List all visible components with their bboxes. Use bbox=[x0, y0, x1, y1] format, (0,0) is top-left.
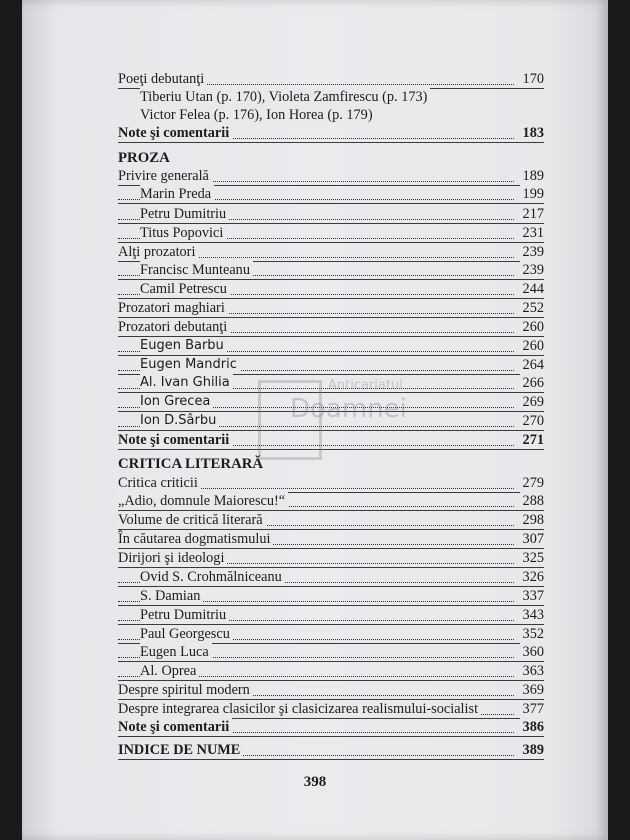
entry-page-number: 264 bbox=[520, 356, 544, 374]
watermark-logo: Anticariatul Doamnei bbox=[258, 380, 438, 460]
entry-title: Poeţi debutanţi bbox=[118, 70, 207, 88]
toc-entry bbox=[118, 167, 544, 186]
entry-title: Petru Dumitriu bbox=[140, 205, 229, 223]
entry-title: Note şi comentarii bbox=[118, 718, 232, 736]
entry-page-number: 326 bbox=[520, 568, 544, 586]
entry-page-number: 369 bbox=[520, 681, 544, 699]
entry-title: Paul Georgescu bbox=[140, 625, 233, 643]
toc-entry bbox=[118, 681, 544, 700]
toc-subentry bbox=[118, 606, 544, 625]
entry-page-number: 183 bbox=[520, 124, 544, 142]
toc-subentry bbox=[118, 662, 544, 681]
entry-title: Eugen Luca bbox=[140, 643, 212, 661]
entry-title: S. Damian bbox=[140, 587, 203, 605]
toc-subentry bbox=[118, 643, 544, 662]
entry-title: Al. Ivan Ghilia bbox=[140, 374, 233, 392]
toc-subentry bbox=[118, 261, 544, 280]
toc-subentry bbox=[118, 568, 544, 587]
page-number: 398 bbox=[303, 774, 327, 790]
entry-page-number: 307 bbox=[520, 530, 544, 548]
toc-subentry bbox=[118, 224, 544, 243]
entry-title: „Adio, domnule Maiorescu!“ bbox=[118, 492, 288, 510]
toc-entry bbox=[118, 474, 544, 493]
entry-page-number: 360 bbox=[520, 643, 544, 661]
entry-page-number: 260 bbox=[520, 318, 544, 336]
toc-entry bbox=[118, 124, 544, 143]
entry-title: Despre integrarea clasicilor şi clasicizarea realismului-socialist bbox=[118, 700, 481, 718]
entry-page-number: 239 bbox=[520, 261, 544, 279]
toc-entry bbox=[118, 549, 544, 568]
entry-page-number: 252 bbox=[520, 299, 544, 317]
entry-title: Prozatori maghiari bbox=[118, 299, 228, 317]
entry-page-number: 269 bbox=[520, 393, 544, 411]
entry-title: Petru Dumitriu bbox=[140, 606, 229, 624]
entry-page-number: 343 bbox=[520, 606, 544, 624]
toc-subentry bbox=[118, 587, 544, 606]
toc-entry bbox=[118, 741, 544, 760]
toc-subentry bbox=[118, 185, 544, 204]
entry-page-number: 386 bbox=[520, 718, 544, 736]
toc-entry bbox=[118, 299, 544, 318]
entry-title: Alţi prozatori bbox=[118, 243, 198, 261]
toc-subentry bbox=[118, 280, 544, 299]
entry-title: Ion Grecea bbox=[140, 393, 213, 411]
entry-page-number: 260 bbox=[520, 337, 544, 355]
entry-title: Volume de critică literară bbox=[118, 511, 266, 529]
toc-entry bbox=[118, 530, 544, 549]
entry-title: Critica criticii bbox=[118, 474, 201, 492]
entry-title: Ovid S. Crohmălniceanu bbox=[140, 568, 285, 586]
entry-title: În căutarea dogmatismului bbox=[118, 530, 273, 548]
entry-page-number: 217 bbox=[520, 205, 544, 223]
toc-subentry bbox=[118, 337, 544, 356]
entry-title: Note şi comentarii bbox=[118, 431, 232, 449]
entry-title: INDICE DE NUME bbox=[118, 741, 243, 759]
entry-page-number: 377 bbox=[520, 700, 544, 718]
section-heading: PROZA bbox=[118, 150, 170, 166]
entry-page-number: 363 bbox=[520, 662, 544, 680]
entry-title: Titus Popovici bbox=[140, 224, 226, 242]
toc-subentry bbox=[118, 106, 544, 124]
book-page bbox=[22, 0, 608, 840]
toc-entry bbox=[118, 718, 544, 737]
entry-title: Prozatori debutanţi bbox=[118, 318, 230, 336]
entry-page-number: 288 bbox=[520, 492, 544, 510]
entry-page-number: 231 bbox=[520, 224, 544, 242]
entry-page-number: 271 bbox=[520, 431, 544, 449]
toc-subentry bbox=[118, 356, 544, 375]
toc-entry bbox=[118, 700, 544, 719]
entry-title: Privire generală bbox=[118, 167, 212, 185]
toc-subentry bbox=[118, 625, 544, 644]
entry-page-number: 199 bbox=[520, 185, 544, 203]
entry-page-number: 266 bbox=[520, 374, 544, 392]
entry-title: Eugen Barbu bbox=[140, 337, 227, 355]
entry-title: Al. Oprea bbox=[140, 662, 199, 680]
toc-entry bbox=[118, 318, 544, 337]
entry-title: Ion D.Sârbu bbox=[140, 412, 219, 430]
toc-entry bbox=[118, 243, 544, 262]
entry-title: Despre spiritul modern bbox=[118, 681, 253, 699]
entry-title: Dirijori şi ideologi bbox=[118, 549, 227, 567]
entry-page-number: 352 bbox=[520, 625, 544, 643]
section-heading: CRITICA LITERARĂ bbox=[118, 456, 264, 472]
entry-page-number: 189 bbox=[520, 167, 544, 185]
entry-title: Marin Preda bbox=[140, 185, 214, 203]
entry-page-number: 325 bbox=[520, 549, 544, 567]
entry-title: Note şi comentarii bbox=[118, 124, 232, 142]
toc-subentry bbox=[118, 205, 544, 224]
entry-page-number: 337 bbox=[520, 587, 544, 605]
entry-page-number: 244 bbox=[520, 280, 544, 298]
toc-subentry bbox=[118, 88, 544, 106]
entry-page-number: 170 bbox=[520, 70, 544, 88]
entry-page-number: 270 bbox=[520, 412, 544, 430]
toc-entry bbox=[118, 511, 544, 530]
entry-page-number: 389 bbox=[520, 741, 544, 759]
toc-entry bbox=[118, 70, 544, 89]
entry-title: Camil Petrescu bbox=[140, 280, 230, 298]
entry-page-number: 298 bbox=[520, 511, 544, 529]
entry-page-number: 279 bbox=[520, 474, 544, 492]
entry-page-number: 239 bbox=[520, 243, 544, 261]
entry-title: Francisc Munteanu bbox=[140, 261, 253, 279]
entry-title: Victor Felea (p. 176), Ion Horea (p. 179) bbox=[140, 106, 376, 124]
toc-entry bbox=[118, 492, 544, 511]
entry-title: Tiberiu Utan (p. 170), Violeta Zamfirescu (p. 173) bbox=[140, 88, 430, 106]
entry-title: Eugen Mandric bbox=[140, 356, 240, 374]
